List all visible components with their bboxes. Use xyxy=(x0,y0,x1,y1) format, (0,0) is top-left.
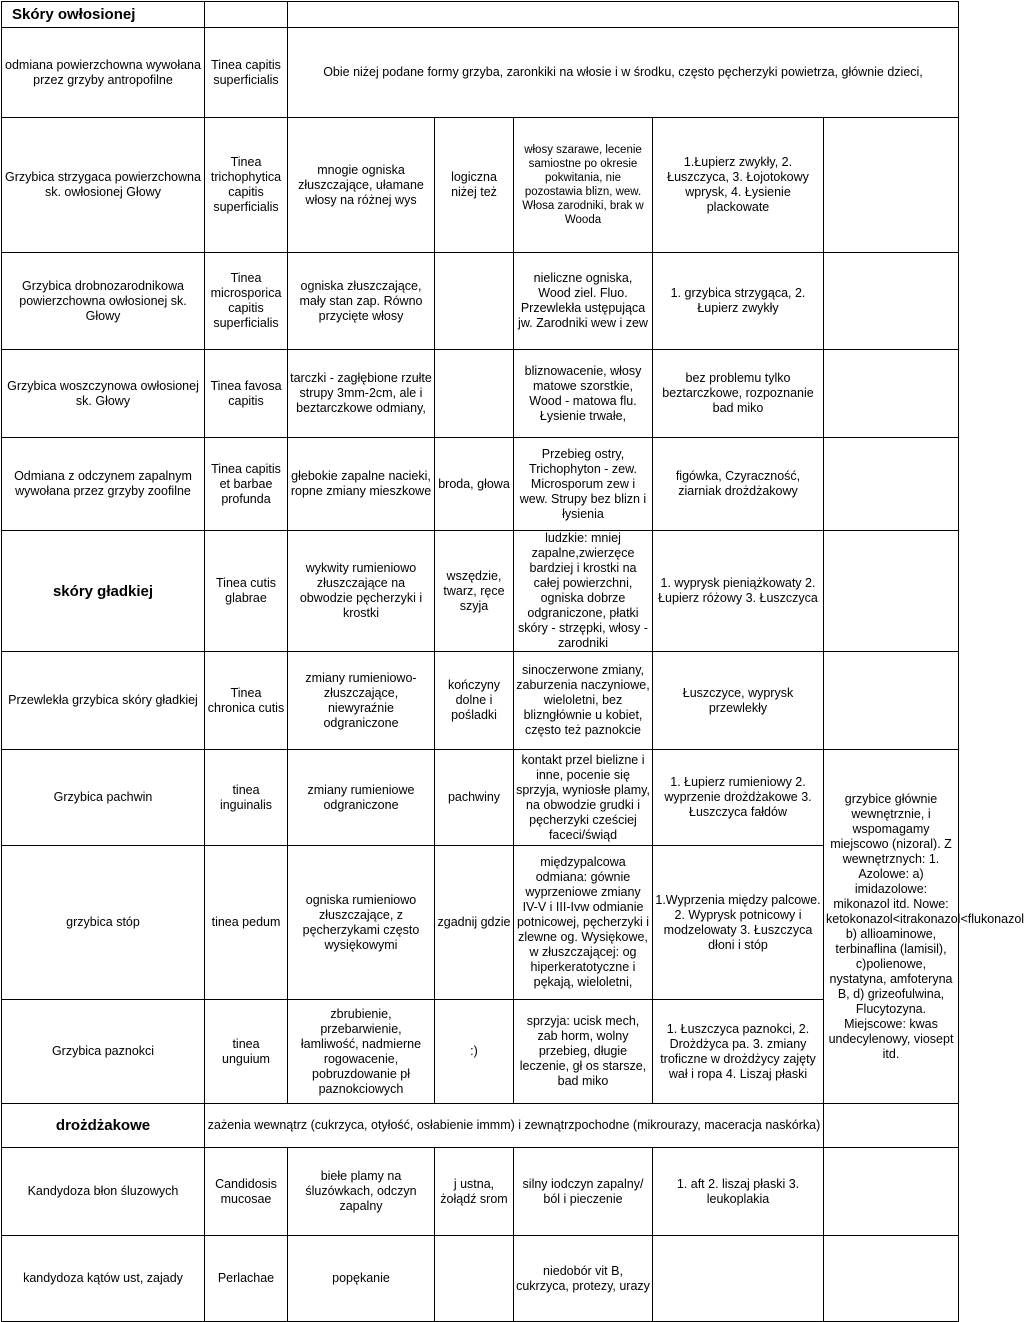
symptoms: wykwity rumieniowo złuszczające na obwodzie pęcherzyki i krostki xyxy=(288,531,435,652)
differential-diagnosis: 1.Łupierz zwykły, 2. Łuszczyca, 3. Łojotokowy wprysk, 4. Łysienie plackowate xyxy=(653,118,824,253)
location: logiczna niżej też xyxy=(435,118,514,253)
differential-diagnosis: figówka, Czyraczność, ziarniak drożdżakowy xyxy=(653,438,824,531)
symptoms: tarczki - zagłębione rzułte strupy 3mm-2cm, ale i beztarczkowe odmiany, xyxy=(288,350,435,438)
empty-cell xyxy=(435,1236,514,1322)
disease-name: Grzybica drobnozarodnikowa powierzchowna owłosionej sk. Głowy xyxy=(2,253,205,350)
empty-cell xyxy=(824,118,959,253)
empty-cell xyxy=(288,2,959,28)
course: sinoczerwone zmiany, zaburzenia naczyniowe, wieloletni, bez blizngłównie u kobiet, często też paznokcie xyxy=(514,652,653,750)
latin-name: Tinea capitis et barbae profunda xyxy=(205,438,288,531)
latin-name: tinea pedum xyxy=(205,846,288,1000)
empty-cell xyxy=(435,253,514,350)
disease-name: Grzybica paznokci xyxy=(2,1000,205,1104)
empty-cell xyxy=(824,652,959,750)
differential-diagnosis: Łuszczyce, wyprysk przewlekły xyxy=(653,652,824,750)
latin-name: Tinea trichophytica capitis superficialis xyxy=(205,118,288,253)
empty-cell xyxy=(824,350,959,438)
latin-name: Tinea chronica cutis xyxy=(205,652,288,750)
table-row xyxy=(2,652,959,750)
title-row xyxy=(2,2,959,28)
disease-name: Odmiana z odczynem zapalnym wywołana przez grzyby zoofilne xyxy=(2,438,205,531)
section-title: Skóry owłosionej xyxy=(2,2,205,28)
location: zgadnij gdzie xyxy=(435,846,514,1000)
symptoms: ogniska złuszczające, mały stan zap. Równo przycięte włosy xyxy=(288,253,435,350)
location: kończyny dolne i pośladki xyxy=(435,652,514,750)
latin-name: tinea unguium xyxy=(205,1000,288,1104)
course: włosy szarawe, lecenie samiostne po okresie pokwitania, nie pozostawia blizn, wew. Włosa zarodniki, brak w Wooda xyxy=(514,118,653,253)
table-row xyxy=(2,1236,959,1322)
empty-cell xyxy=(435,350,514,438)
symptoms: popękanie xyxy=(288,1236,435,1322)
differential-diagnosis: 1. aft 2. liszaj płaski 3. leukoplakia xyxy=(653,1148,824,1236)
disease-name: grzybica stóp xyxy=(2,846,205,1000)
symptoms: zmiany rumieniowe odgraniczone xyxy=(288,750,435,846)
empty-cell xyxy=(824,1236,959,1322)
table-row xyxy=(2,750,959,846)
symptoms: mnogie ogniska złuszczające, ułamane włosy na różnej wys xyxy=(288,118,435,253)
symptoms: zmiany rumieniowo-złuszczające, niewyraźnie odgraniczone xyxy=(288,652,435,750)
differential-diagnosis: 1. Łupierz rumieniowy 2. wyprzenie drożdżakowe 3. Łuszczyca fałdów xyxy=(653,750,824,846)
empty-cell xyxy=(824,438,959,531)
differential-diagnosis: bez problemu tylko beztarczkowe, rozpoznanie bad miko xyxy=(653,350,824,438)
course: kontakt przel bielizne i inne, pocenie się sprzyja, wyniosłe plamy, na obwodzie grudki i pęcherzyki cześciej faceci/świąd xyxy=(514,750,653,846)
latin-name: tinea inguinalis xyxy=(205,750,288,846)
differential-diagnosis: 1. wyprysk pieniążkowaty 2. Łupierz różowy 3. Łuszczyca xyxy=(653,531,824,652)
section-heading: drożdżakowe xyxy=(2,1104,205,1148)
latin-name: Tinea capitis superficialis xyxy=(205,28,288,118)
table-row xyxy=(2,846,959,1000)
description: Obie niżej podane formy grzyba, zaronkiki na włosie i w środku, często pęcherzyki powietrza, głównie dzieci, xyxy=(288,28,959,118)
symptoms: ogniska rumieniowo złuszczające, z pęcherzykami często wysiękowymi xyxy=(288,846,435,1000)
description: zażenia wewnątrz (cukrzyca, otyłość, osłabienie immm) i zewnątrzpochodne (mikrourazy, maceracja naskórka) xyxy=(205,1104,824,1148)
disease-name: Kandydoza błon śluzowych xyxy=(2,1148,205,1236)
empty-cell xyxy=(824,1104,959,1148)
location: j ustna, żołądź srom xyxy=(435,1148,514,1236)
table-row xyxy=(2,28,959,118)
symptoms: biełe plamy na śluzówkach, odczyn zapalny xyxy=(288,1148,435,1236)
empty-cell xyxy=(824,253,959,350)
course: nieliczne ogniska, Wood ziel. Fluo. Przewlekła ustępująca jw. Zarodniki wew i zew xyxy=(514,253,653,350)
location: broda, głowa xyxy=(435,438,514,531)
location: pachwiny xyxy=(435,750,514,846)
table-row xyxy=(2,1104,959,1148)
table-row xyxy=(2,118,959,253)
empty-cell xyxy=(824,1148,959,1236)
location: wszędzie, twarz, ręce szyja xyxy=(435,531,514,652)
course: sprzyja: ucisk mech, zab horm, wolny przebieg, długie leczenie, gł os starsze, bad miko xyxy=(514,1000,653,1104)
differential-diagnosis: 1.Wyprzenia między palcowe. 2. Wyprysk potnicowy i modzelowaty 3. Łuszczyca dłoni i stóp xyxy=(653,846,824,1000)
table-row xyxy=(2,1000,959,1104)
latin-name: Perlachae xyxy=(205,1236,288,1322)
differential-diagnosis: 1. grzybica strzygąca, 2. Łupierz zwykły xyxy=(653,253,824,350)
course: międzypalcowa odmiana: gównie wyprzeniowe zmiany IV-V i III-Ivw odmianie potnicowej, pęcherzyki i zlewne og. Wysiękowe, w złuszczającej: og hiperkeratotyczne i pękają, wieloletni, xyxy=(514,846,653,1000)
disease-name: Grzybica woszczynowa owłosionej sk. Głowy xyxy=(2,350,205,438)
table-row xyxy=(2,350,959,438)
document-table xyxy=(1,1,1024,1322)
table-row xyxy=(2,438,959,531)
disease-name: kandydoza kątów ust, zajady xyxy=(2,1236,205,1322)
table-row xyxy=(2,531,959,652)
latin-name: Candidosis mucosae xyxy=(205,1148,288,1236)
table-row xyxy=(2,1148,959,1236)
differential-diagnosis: 1. Łuszczyca paznokci, 2. Drożdżyca pa. 3. zmiany troficzne w drożdżycy zajęty wał i ropa 4. Liszaj płaski xyxy=(653,1000,824,1104)
course: bliznowacenie, włosy matowe szorstkie, Wood - matowa flu. Łysienie trwałe, xyxy=(514,350,653,438)
disease-name: Przewlekła grzybica skóry gładkiej xyxy=(2,652,205,750)
disease-name: odmiana powierzchowna wywołana przez grzyby antropofilne xyxy=(2,28,205,118)
course: ludzkie: mniej zapalne,zwierzęce bardziej i krostki na całej powierzchni, ogniska dobrze odgraniczone, płatki skóry - strzępki, włosy - zarodniki xyxy=(514,531,653,652)
latin-name: Tinea cutis glabrae xyxy=(205,531,288,652)
latin-name: Tinea microsporica capitis superficialis xyxy=(205,253,288,350)
disease-name: Grzybica strzygaca powierzchowna sk. owłosionej Głowy xyxy=(2,118,205,253)
section-heading: skóry gładkiej xyxy=(2,531,205,652)
symptoms: zbrubienie, przebarwienie, łamliwość, nadmierne rogowacenie, pobruzdowanie pł paznokciowych xyxy=(288,1000,435,1104)
location: :) xyxy=(435,1000,514,1104)
disease-name: Grzybica pachwin xyxy=(2,750,205,846)
table-row xyxy=(2,253,959,350)
course: Przebieg ostry, Trichophyton - zew. Microsporum zew i wew. Strupy bez blizn i łysienia xyxy=(514,438,653,531)
empty-cell xyxy=(653,1236,824,1322)
course: niedobór vit B, cukrzyca, protezy, urazy xyxy=(514,1236,653,1322)
empty-cell xyxy=(824,531,959,652)
symptoms: głebokie zapalne nacieki, ropne zmiany mieszkowe xyxy=(288,438,435,531)
empty-cell xyxy=(205,2,288,28)
treatment-note: grzybice głównie wewnętrznie, i wspomagamy miejscowo (nizoral). Z wewnętrznych: 1. Azolowe: a) imidazolowe: mikonazol itd. Nowe: ketokonazol<itrakonazol<flukonazol b) allioaminowe, terbinaflina (lamisil), c)polienowe, nystatyna, amfoteryna B, d) grizeofulwina, Flucytozyna. Miejscowe: kwas undecylenowy, viosept itd. xyxy=(824,750,959,1104)
latin-name: Tinea favosa capitis xyxy=(205,350,288,438)
course: silny iodczyn zapalny/ ból i pieczenie xyxy=(514,1148,653,1236)
